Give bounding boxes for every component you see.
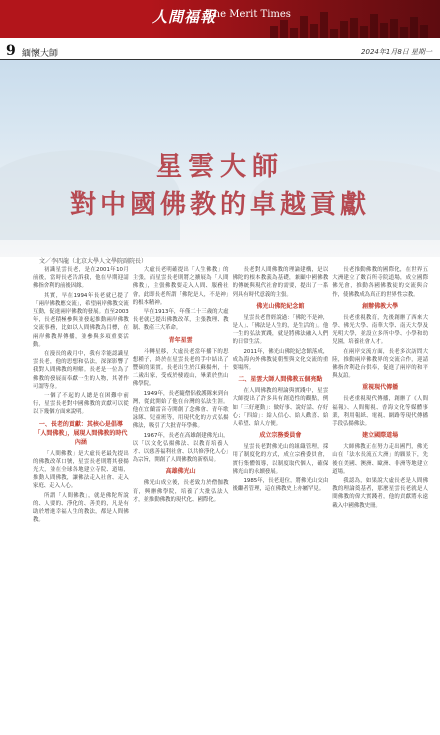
subheading: 重視現代傳播 (362, 384, 399, 392)
headline-line-2: 對中國佛教的卓越貢獻 (69, 190, 370, 220)
paragraph: 初識星雲長老，是在2001年10月前後，當時長老告訴我，他在早期迎請佛指舍利的前後因緣。 (33, 267, 129, 290)
paragraph: 長老重視教育，先後創辦了西來大學、佛光大學、南華大學、南天大學及光明大學，並設立多所中學、小學和幼兒園，培養社會人才。 (332, 314, 428, 346)
paragraph: 長老推動佛教的國際化，在世界五大洲建立了數百所寺院道場，成立國際佛光會，推動各國佛教徒的交流與合作，使佛教成為真正的世界性宗教。 (332, 267, 428, 298)
paragraph: 佛光山成立後，長老致力於僧伽教育，興辦佛學院，培養了大批弘法人才，並推動佛教的現代化、國際化。 (132, 480, 229, 503)
headline-line-1: 星雲大師 (155, 152, 284, 182)
section-title: 緬懷大師 (22, 49, 59, 59)
paragraph: 在兩岸交流方面，長老多次訪問大陸，推動兩岸佛教界的交流合作，迎請佛指舍利赴台供奉，促進了兩岸的和平與友誼。 (332, 348, 428, 380)
byline: 文／李四龍（北京大學人文學院副院長） (39, 258, 148, 265)
subheading: 一、長老的貢獻：其核心是倡導「人間佛教」，展現人間佛教的時代內涵 (34, 420, 128, 446)
subheading: 青年星雲 (168, 336, 193, 344)
subheading: 佛光山佛陀紀念館 (256, 302, 305, 310)
article-column (233, 266, 329, 721)
paragraph: 在人間佛教的理論與實踐中，星雲大師提出了許多具有創造性的觀點，例如「三好運動」：做好事、說好話、存好心；「四給」：給人信心、給人歡喜、給人希望、給人方便。 (232, 388, 329, 428)
paragraph: 所謂「人間佛教」，就是佛陀所說的、人要的、淨化的、善美的，凡是有助於增進幸福人生的教法，都是人間佛教。 (33, 492, 129, 524)
page-number: 9 (6, 43, 16, 59)
paragraph: 斗轉星移，大虛長老當年播下的思想種子，終於在星雲長老的手中結出了豐碩的果實。長老出生於江蘇揚州，十二歲出家，受戒於棲霞山，畢業於焦山佛學院。 (132, 348, 229, 388)
subheading: 二、星雲大師人間佛教五個亮點 (238, 376, 323, 384)
paragraph: 大虛長老明確提出「人生佛教」的主張，而星雲長老則將之擴展為「人間佛教」，主張佛教要走入人間、服務社會，此即長老所謂「佛陀是人，不是神」的根本精神。 (132, 267, 229, 306)
paragraph: 大師佛教正在努力走出國門，佛光山在「法水長流五大洲」的願景下，先後在美國、澳洲、歐洲、非洲等地建立道場。 (332, 444, 428, 475)
paragraph: 1949年，長老隨僧侶救護隊來到台灣，從此開始了他在台灣的弘法生涯。他在宜蘭雷音寺開創了念佛會、青年歌詠隊、兒童班等，用現代化的方式弘揚佛法，吸引了大批青年學佛。 (132, 390, 229, 430)
paragraph: 1985年，長老退位，將佛光山交由後繼者管理，這在佛教史上亦屬罕見。 (232, 478, 329, 493)
article-column (332, 266, 428, 721)
subheading: 創辦佛教大學 (362, 302, 399, 310)
paragraph: 星雲長老對佛光山的組織管理，採用了制度化的方式，成立宗務委員會，實行集體領導，以制度取代個人，確保佛光山的永續發展。 (232, 444, 329, 475)
paragraph: 一個了不起的人總是在困難中前行，星雲長老對中國佛教的貢獻可以從以下幾個方面來說明。 (33, 393, 129, 416)
paragraph: 在漫長的歲月中，我有幸能認識星雲長老，他的思想和弘法，深深影響了我對人間佛教的理解。長老是一位為了佛教的發展而奉獻一生的人物，其著作可謂等身。 (33, 351, 129, 390)
newspaper-logo-en: The Merit Times (207, 9, 291, 20)
skyline-decoration (270, 8, 440, 38)
subheading: 高雄佛光山 (165, 468, 196, 476)
masthead (0, 0, 440, 38)
paragraph: 星雲長老曾經說過：「佛陀不是神，是人」、「佛法是人生的，是生活的」。他一生的弘法實踐，就是將佛法融入人們的日常生活。 (232, 314, 329, 346)
paragraph: 2011年，佛光山佛陀紀念館落成，成為海內外佛教徒朝聖與文化交流的重要場所。 (232, 348, 329, 372)
paragraph: 1967年，長老在高雄創建佛光山，以「以文化弘揚佛法、以教育培養人才、以慈善福利社會、以共修淨化人心」為宗旨，開創了人間佛教的新格局。 (132, 432, 229, 464)
article-column (33, 266, 129, 721)
issue-date: 2024年1月8日 星期一 (361, 48, 432, 56)
subheading: 成立宗務委員會 (259, 432, 302, 440)
newspaper-logo: 人間福報 (152, 8, 217, 26)
article-column (133, 266, 229, 721)
paragraph: 長老重視現代傳播，創辦了《人間福報》、人間衛視、香海文化等媒體事業，利用報紙、電視、網路等現代傳播手段弘揚佛法。 (332, 396, 428, 428)
paragraph: 其實，早在1994年長老就已提了「兩岸佛教應交流」，希望兩岸佛教交流互動，促進兩岸佛教的發展。直至2003年，長老積極參與並發起推動兩岸佛教交流事務，比如以人間佛教為目標，在兩岸佛教界傳播，並參與多項重要活動。 (33, 292, 129, 348)
paragraph: 「人間佛教」是大虛長老最先提出的佛教改革口號，星雲長老則將其發揚光大，並在全球各地建立寺院、道場，推動人間佛教，讓佛法走入社會、走入家庭、走入人心。 (33, 450, 129, 490)
article-body (33, 266, 428, 721)
paragraph: 早在1913年，年僅二十三歲的大虛長老就已提出佛教改革，主張教理、教制、教產三大革命。 (132, 309, 229, 332)
paragraph: 長老對人間佛教的理論建構，是以佛陀的根本教義為基礎，兼顧中國佛教的傳統與現代社會的需要，提出了一系列具有時代意義的主張。 (232, 267, 329, 298)
subheading: 建立國際道場 (362, 432, 399, 440)
paragraph: 我認為，如果說大虛長老是人間佛教的理論奠基者，那麼星雲長老就是人間佛教的偉大實踐者，他的貢獻將永遠載入中國佛教史冊。 (332, 478, 428, 509)
